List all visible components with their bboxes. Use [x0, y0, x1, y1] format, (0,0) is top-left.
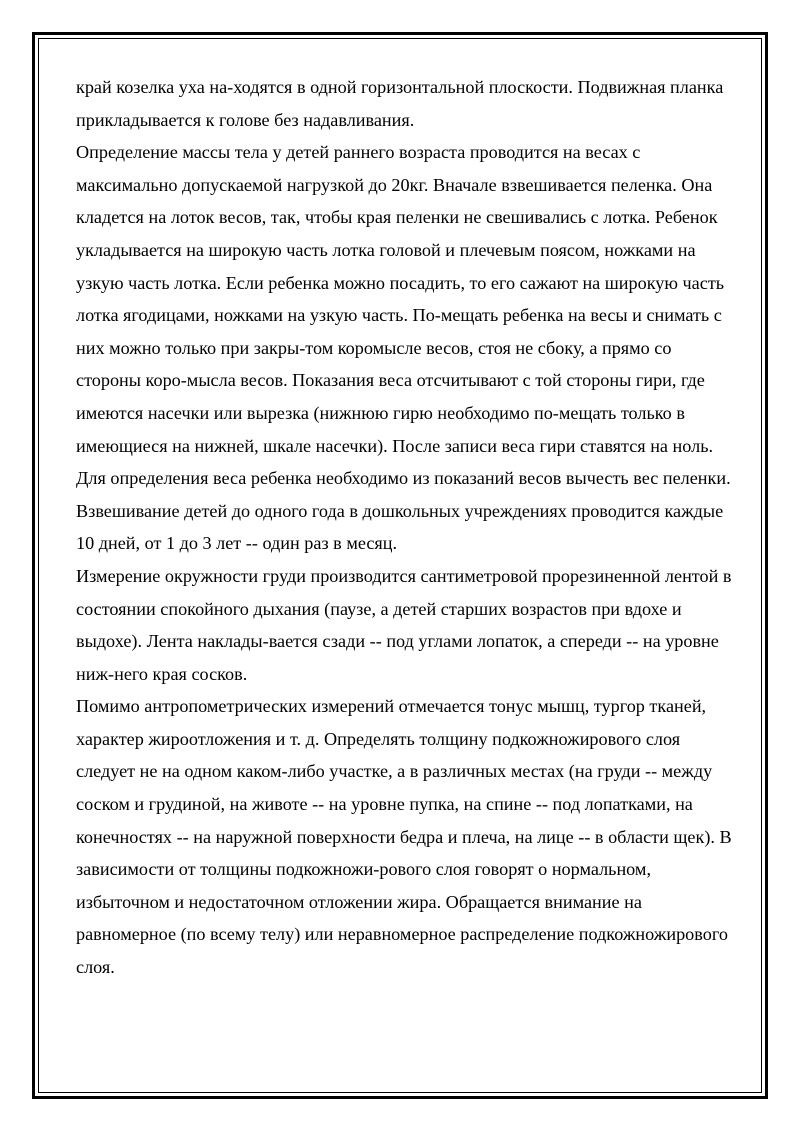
paragraph-body-weight: Определение массы тела у детей раннего возраста проводится на весах с максимально допускаемой нагрузкой до 20кг. Вначале взвешивается пеленка. Она кладется на лоток весов, так, чтобы края пеленки не свешивались с лотка. Ребенок укладывается на широкую часть лотка головой и плечевым поясом, ножками на узкую часть лотка. Если ребенка можно посадить, то его сажают на широкую часть лотка ягодицами, ножками на узкую часть. По-мещать ребенка на весы и снимать с них можно только при закры-том коромысле весов, стоя не сбоку, а прямо со стороны коро-мысла весов. Показания веса отсчитывают с той стороны гири, где имеются насечки или вырезка (нижнюю гирю необходимо по-мещать только в имеющиеся на нижней, шкале насечки). После записи веса гири ставятся на ноль. Для определения веса ребенка необходимо из показаний весов вычесть вес пеленки.: [76, 142, 731, 489]
paragraph-chest-circumference: Измерение окружности груди производится сантиметровой прорезиненной лентой в состоянии спокойного дыхания (паузе, а детей старших возрастов при вдохе и выдохе). Лента наклады-вается сзади -- под углами лопаток, а спереди -- на уровне ниж-него края сосков.: [76, 565, 732, 684]
paragraph-head-measurement-end: край козелка уха на-ходятся в одной горизонтальной плоскости. Подвижная планка прикладывается к голове без надавливания.: [76, 77, 724, 130]
document-body: [76, 71, 736, 984]
paragraph-subcutaneous-fat: Помимо антропометрических измерений отмечается тонус мышц, тургор тканей, характер жироотложения и т. д. Определять толщину подкожножирового слоя следует не на одном каком-либо участке, а в различных местах (на груди -- между соском и грудиной, на животе -- на уровне пупка, на спине -- под лопатками, на конечностях -- на наружной поверхности бедра и плеча, на лице -- в области щек). В зависимости от толщины подкожножи-рового слоя говорят о нормальном, избыточном и недостаточном отложении жира. Обращается внимание на равномерное (по всему телу) или неравномерное распределение подкожножирового слоя.: [76, 696, 732, 978]
paragraph-weighing-schedule: Взвешивание детей до одного года в дошкольных учреждениях проводится каждые 10 дней, от 1 до 3 лет -- один раз в месяц.: [76, 500, 724, 554]
